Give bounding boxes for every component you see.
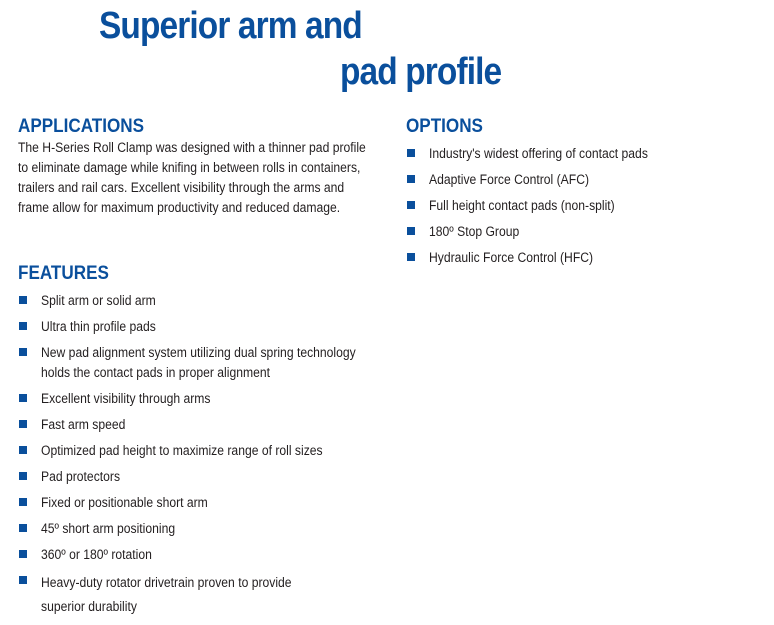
- square-bullet-icon: [19, 296, 27, 304]
- options-item: 180º Stop Group: [406, 222, 766, 242]
- square-bullet-icon: [19, 348, 27, 356]
- square-bullet-icon: [19, 498, 27, 506]
- square-bullet-icon: [407, 149, 415, 157]
- options-item: Adaptive Force Control (AFC): [406, 170, 766, 190]
- square-bullet-icon: [407, 253, 415, 261]
- features-item: Fast arm speed: [18, 415, 398, 435]
- features-item: Heavy-duty rotator drivetrain proven to provide superior durability: [18, 571, 398, 619]
- options-item: Industry's widest offering of contact pads: [406, 144, 766, 164]
- features-item: 45º short arm positioning: [18, 519, 398, 539]
- features-heading: FEATURES: [18, 263, 109, 284]
- square-bullet-icon: [19, 322, 27, 330]
- features-item: Optimized pad height to maximize range of roll sizes: [18, 441, 398, 461]
- square-bullet-icon: [407, 201, 415, 209]
- features-list: [18, 291, 398, 625]
- square-bullet-icon: [19, 550, 27, 558]
- square-bullet-icon: [19, 394, 27, 402]
- features-item: Fixed or positionable short arm: [18, 493, 398, 513]
- options-item: Hydraulic Force Control (HFC): [406, 248, 766, 268]
- square-bullet-icon: [407, 175, 415, 183]
- square-bullet-icon: [19, 524, 27, 532]
- headline-line-2: pad profile: [340, 51, 502, 93]
- options-heading: OPTIONS: [406, 116, 483, 137]
- square-bullet-icon: [407, 227, 415, 235]
- features-item: Split arm or solid arm: [18, 291, 398, 311]
- features-item: 360º or 180º rotation: [18, 545, 398, 565]
- square-bullet-icon: [19, 472, 27, 480]
- features-item: Pad protectors: [18, 467, 398, 487]
- square-bullet-icon: [19, 420, 27, 428]
- options-item: Full height contact pads (non-split): [406, 196, 766, 216]
- options-list: [406, 144, 766, 274]
- applications-text: The H-Series Roll Clamp was designed with a thinner pad profile to eliminate damage while knifing in between rolls in containers, trailers and rail cars. Excellent visibility through the arms and frame allow for maximum productivity and reduced damage.: [18, 140, 366, 215]
- square-bullet-icon: [19, 446, 27, 454]
- features-item: Ultra thin profile pads: [18, 317, 398, 337]
- square-bullet-icon: [19, 576, 27, 584]
- features-item: Excellent visibility through arms: [18, 389, 398, 409]
- features-item: New pad alignment system utilizing dual spring technology holds the contact pads in proper alignment: [18, 343, 398, 383]
- headline-line-1: Superior arm and: [99, 5, 362, 47]
- applications-heading: APPLICATIONS: [18, 116, 145, 137]
